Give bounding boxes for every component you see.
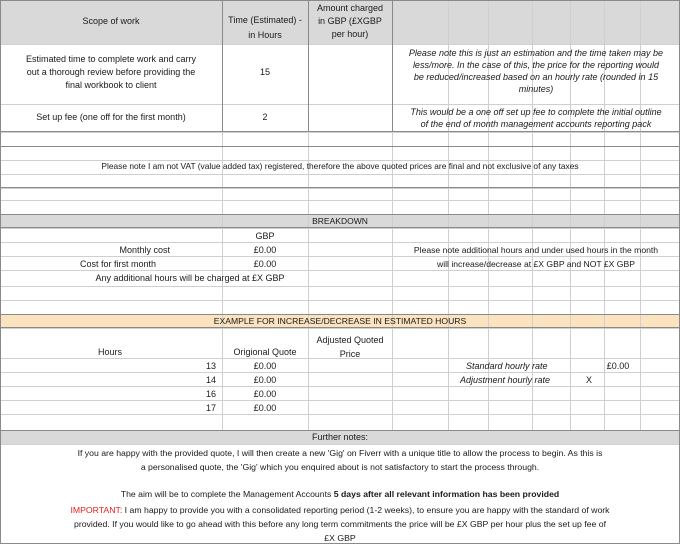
header-amount-line2: in GBP (£XGBP xyxy=(318,16,382,26)
row1-note xyxy=(392,47,680,95)
important-text: I am happy to provide you with a consolidated reporting period (1-2 weeks), to ensure you are happy with the standard of work xyxy=(122,505,610,515)
further-notes-title: Further notes: xyxy=(311,432,369,442)
row1-time: 15 xyxy=(259,67,270,77)
example-col-original: Origional Quote xyxy=(233,347,297,357)
further-para1-line1: If you are happy with the provided quote, I will then create a new 'Gig' on Fiverr with a unique title to allow the process to begin. As this is xyxy=(77,448,603,458)
further-aim xyxy=(0,489,680,500)
breakdown-additional: Any additional hours will be charged at £X GBP xyxy=(95,273,285,283)
example-original-14: £0.00 xyxy=(253,375,277,385)
breakdown-first-month-label: Cost for first month xyxy=(79,259,156,269)
example-title: EXAMPLE FOR INCREASE/DECREASE IN ESTIMATED HOURS xyxy=(213,316,467,326)
row1-note-line: less/more. In the case of this, the price for the reporting would xyxy=(412,60,660,70)
example-col-hours: Hours xyxy=(97,347,122,357)
breakdown-monthly-value: £0.00 xyxy=(253,245,277,255)
example-hours-16: 16 xyxy=(205,389,216,399)
further-para1-line2: a personalised quote, the 'Gig' which you enquired about is not satisfactory to start the process through. xyxy=(140,462,540,472)
further-para1 xyxy=(0,446,680,474)
further-important xyxy=(0,503,680,545)
vat-note: Please note I am not VAT (value added tax) registered, therefore the above quoted prices are final and not exclusive of any taxes xyxy=(101,161,579,171)
header-time-line2: in Hours xyxy=(248,30,282,40)
adjustment-rate-value: X xyxy=(585,375,592,385)
example-col-adjusted-line1: Adjusted Quoted xyxy=(316,335,384,345)
breakdown-note-line2: will increase/decrease at £X GBP and NOT £X GBP xyxy=(437,259,635,269)
row2-note-line: This would be a one off set up fee to complete the initial outline xyxy=(410,107,662,117)
row1-scope-line: Estimated time to complete work and carry xyxy=(25,54,197,64)
row1-note-line: be reduced/increased based on an hourly rate (rounded in 15 xyxy=(413,72,659,82)
breakdown-monthly-label: Monthly cost xyxy=(119,245,170,255)
standard-rate-value: £0.00 xyxy=(606,361,630,371)
example-original-17: £0.00 xyxy=(253,403,277,413)
example-col-adjusted xyxy=(306,333,394,361)
example-original-16: £0.00 xyxy=(253,389,277,399)
further-aim-text: The aim will be to complete the Management Accounts xyxy=(120,489,334,499)
header-scope: Scope of work xyxy=(82,16,140,26)
example-original-13: £0.00 xyxy=(253,361,277,371)
further-important-line1 xyxy=(0,503,680,517)
example-col-adjusted-line2: Price xyxy=(339,349,361,359)
further-important-line2: provided. If you would like to go ahead with this before any long term commitments the price will be £X GBP per hour plus the set up fee of xyxy=(74,519,606,529)
important-label: IMPORTANT: xyxy=(70,505,123,515)
adjustment-rate-label: Adjustment hourly rate xyxy=(460,375,551,385)
further-important-line3: £X GBP xyxy=(324,533,356,543)
example-hours-17: 17 xyxy=(205,403,216,413)
standard-rate-label: Standard hourly rate xyxy=(466,361,548,371)
further-aim-bold: 5 days after all relevant information has been provided xyxy=(333,489,560,499)
row2-time: 2 xyxy=(262,112,268,122)
header-time xyxy=(222,15,308,41)
header-time-line1: Time (Estimated) - xyxy=(228,15,302,25)
header-amount-line3: per hour) xyxy=(331,29,369,39)
row2-scope: Set up fee (one off for the first month) xyxy=(36,112,186,122)
example-hours-14: 14 xyxy=(205,375,216,385)
row2-note-line: of the end of month management accounts reporting pack xyxy=(420,119,652,129)
breakdown-note xyxy=(392,243,680,271)
row1-note-line: minutes) xyxy=(518,84,554,94)
breakdown-title: BREAKDOWN xyxy=(312,216,368,226)
breakdown-note-line1: Please note additional hours and under used hours in the month xyxy=(413,245,659,255)
header-amount-line1: Amount charged xyxy=(316,3,384,13)
breakdown-first-month-value: £0.00 xyxy=(253,259,277,269)
row1-scope-line: out a thorough review before providing the xyxy=(26,67,196,77)
row1-scope xyxy=(0,53,222,92)
header-amount xyxy=(308,3,392,40)
row2-note xyxy=(392,106,680,130)
row1-note-line: Please note this is just an estimation and the time taken may be xyxy=(408,48,664,58)
row1-scope-line: final workbook to client xyxy=(65,80,157,90)
example-hours-13: 13 xyxy=(205,361,216,371)
breakdown-gbp-header: GBP xyxy=(255,231,275,241)
